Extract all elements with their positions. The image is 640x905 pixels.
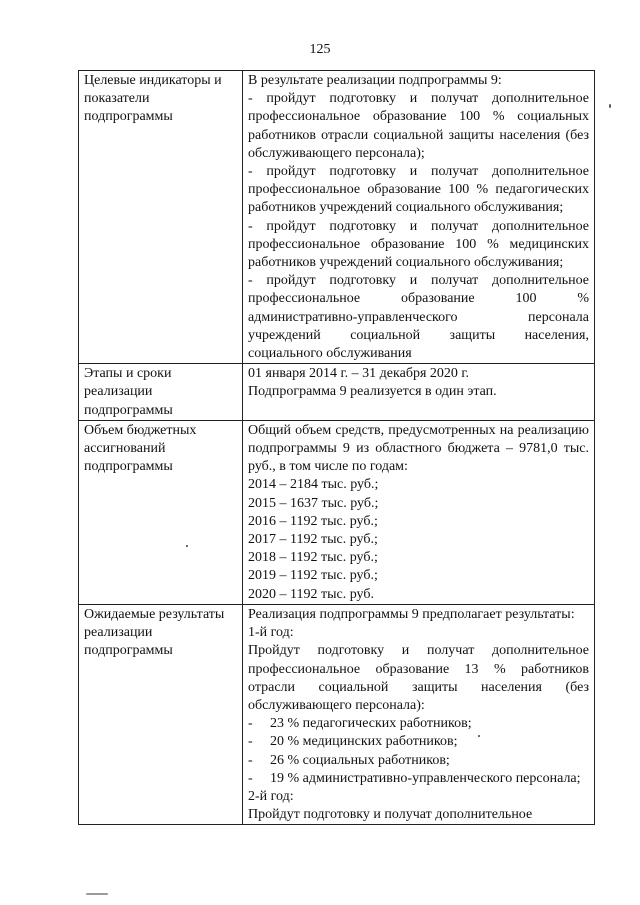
bullet-item (248, 770, 589, 788)
bullet-item (248, 733, 589, 751)
content-paragraph: В результате реализации подпрограммы 9: (248, 73, 502, 88)
bullet-text: 19 % административно-управленческого персонала; (270, 770, 581, 786)
row-content (243, 604, 595, 824)
content-paragraph: Общий объем средств, предусмотренных на реализацию подпрограммы 9 из областного бюджета – 9781,0 тыс. руб., в том числе по годам: (248, 422, 589, 475)
table-row (79, 604, 595, 824)
content-paragraph: 2019 – 1192 тыс. руб.; (248, 568, 378, 584)
scan-speck (609, 104, 611, 108)
content-paragraph: 2020 – 1192 тыс. руб. (248, 586, 374, 602)
bullet-text: 26 % социальных работников; (270, 752, 450, 768)
row-label: Объем бюджетных ассигнований подпрограммы (79, 420, 243, 604)
content-paragraph: - пройдут подготовку и получат дополнительное профессиональное образование 100 % социальных работников отрасли социальной защиты населения (без обслуживающего персонала); (248, 91, 589, 161)
content-paragraph: Реализация подпрограммы 9 предполагает результаты: (248, 606, 575, 622)
content-paragraph: 2014 – 2184 тыс. руб.; (248, 477, 379, 493)
bullet-mark: - (248, 716, 253, 732)
content-paragraph: 1-й год: (248, 625, 294, 641)
table-row (79, 364, 595, 421)
row-content (243, 71, 595, 364)
scan-speck (478, 735, 480, 737)
bullet-mark: - (248, 752, 253, 768)
bullet-mark: - (248, 770, 253, 786)
row-label: Этапы и сроки реализации подпрограммы (79, 364, 243, 421)
content-paragraph: 01 января 2014 г. – 31 декабря 2020 г. (248, 366, 470, 382)
content-paragraph: 2-й год: (248, 788, 294, 804)
subprogram-passport-table (78, 70, 595, 825)
scan-speck (86, 893, 108, 895)
bullet-text: 23 % педагогических работников; (270, 716, 472, 732)
row-label: Целевые индикаторы и показатели подпрограммы (79, 71, 243, 364)
content-paragraph: 2015 – 1637 тыс. руб.; (248, 495, 379, 511)
content-paragraph: Подпрограмма 9 реализуется в один этап. (248, 384, 497, 400)
content-paragraph: 2018 – 1192 тыс. руб.; (248, 550, 378, 566)
bullet-item (248, 715, 589, 733)
table-body (79, 71, 595, 825)
content-paragraph: Пройдут подготовку и получат дополнительное профессиональное образование 13 % работников отрасли социальной защиты населения (без обслуживающего персонала): (248, 643, 589, 713)
bullet-mark: - (248, 734, 253, 750)
bullet-text: 20 % медицинских работников; (270, 734, 458, 750)
content-paragraph: 2017 – 1192 тыс. руб.; (248, 532, 378, 548)
row-label: Ожидаемые результаты реализации подпрограммы (79, 604, 243, 824)
row-content (243, 420, 595, 604)
table-row (79, 420, 595, 604)
page-number: 125 (309, 42, 331, 57)
content-paragraph: Пройдут подготовку и получат дополнительное (248, 807, 533, 823)
content-paragraph: - пройдут подготовку и получат дополнительное профессиональное образование 100 % педагогических работников учреждений социального обслуживания; (248, 164, 589, 216)
table-row (79, 71, 595, 364)
content-paragraph: - пройдут подготовку и получат дополнительное профессиональное образование 100 % медицинских работников учреждений социального обслуживания; (248, 218, 589, 271)
row-content (243, 364, 595, 421)
content-paragraph: 2016 – 1192 тыс. руб.; (248, 513, 378, 529)
content-paragraph: - пройдут подготовку и получат дополнительное профессиональное образование 100 % административно-управленческого персонала учреждений социальной защиты населения, социального обслуживания (248, 273, 589, 362)
scan-speck (186, 545, 188, 547)
bullet-item (248, 752, 589, 770)
